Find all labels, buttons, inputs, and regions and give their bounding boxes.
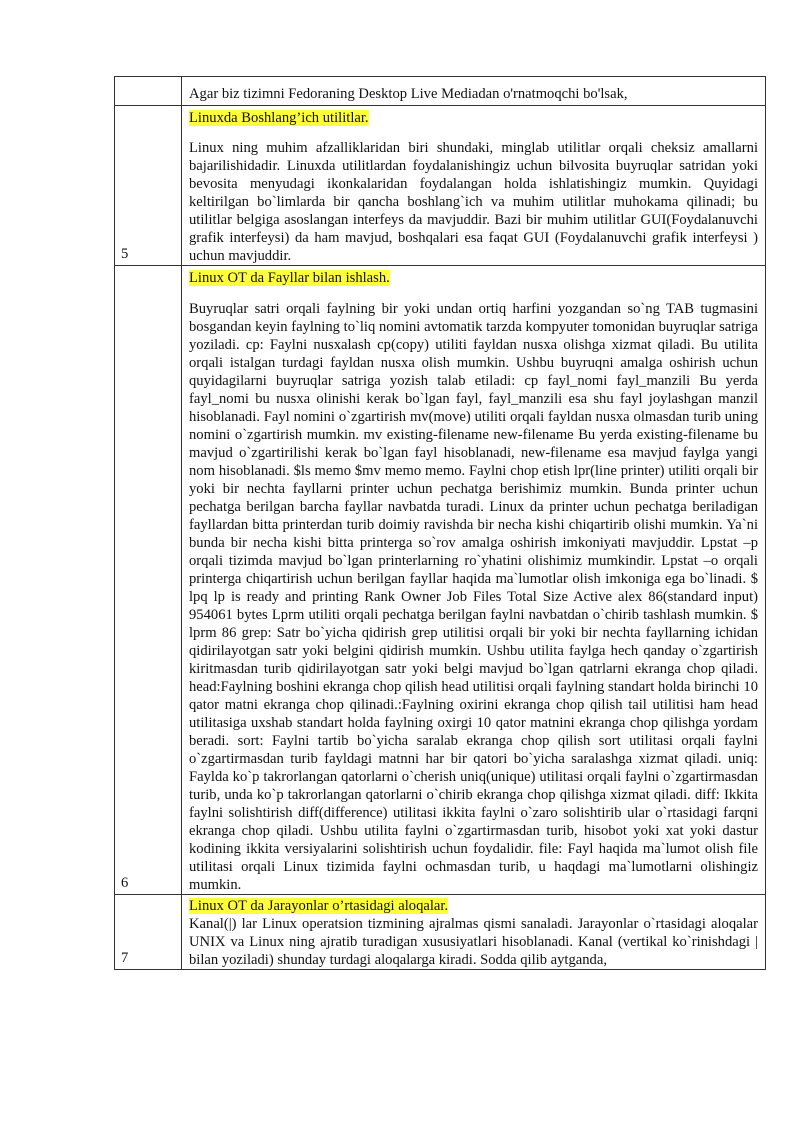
row-content-cell xyxy=(182,77,766,106)
row-number: 5 xyxy=(121,246,129,262)
section-text: Buyruqlar satri orqali faylning bir yoki undan ortiq harfini yozgandan so`ng TAB tugmasini bosgandan keyin faylning to`liq nomini avtomatik tarzda kompyuter tomonidan buyruqlar satriga yoziladi. cp: Faylni nusxalash cp(copy) utiliti fayldan nusxa olishga xizmat qiladi. Bu utilita orqali istalgan turdagi fayldan nusxa olish mumkin. Ushbu buyruqni amalga oshirish uchun quyidagilarni buyruqlar satriga yozish talab etiladi: cp fayl_nomi fayl_manzili Bu yerda fayl_nomi bu nusxa olinishi kerak bo`lgan fayl, fayl_manzili esa shu fayl joylashgan manzil hisoblanadi. Fayl nomini o`zgartirish mv(move) utiliti orqali fayldan nusxa olmasdan turib uning nomini o`zgartirish mumkin. mv existing-filename new-filename Bu yerda existing-filename bu mavjud o`zgartirilishi kerak bo`lgan fayl hisoblanadi, new-filename esa mavjud faylga yangi nom hisoblanadi. $ls memo $mv memo memo. Faylni chop etish lpr(line printer) utiliti orqali bir yoki bir nechta fayllarni printer uchun pechatga berishimiz mumkin. Bunda printer uchun pechatga berilgan barcha fayllar navbatda turadi. Linux da printer uchun pechatga beriladigan fayllardan bitta printerdan turib doimiy ravishda bir necha kishi chiqartirib olishi mumkin. Ya`ni bunda bir necha kishi bitta printerga so`rov amalga oshirish imkoniyati mavjuddir. Lpstat –p orqali tizimda mavjud bo`lgan printerlarning ro`yhatini olishimiz mumkindir. Lpstat –o orqali printerga chiqartirish uchun berilgan fayllar haqida ma`lumotlar olish imkoniga ega bo`linadi. $ lpq lp is ready and printing Rank Owner Job Files Total Size Active alex 86(standard input) 954061 bytes Lprm utiliti orqali pechatga berilgan faylni navbatdan o`chirib tashlash mumkin. $ lprm 86 grep: Satr bo`yicha qidirish grep utilitisi orqali bir yoki bir nechta fayllarning ichidan qidirilayotgan satr yoki belgini qidirish mumkin. Ushbu utilita faylga hech qanday o`zgartirish kiritmasdan turib qidirilayotgan satr yoki belgi mavjud bo`lgan qatrlarni ekranga chop qiladi. head:Faylning boshini ekranga chop qilish head utilitisi orqali faylning standart holda birinchi 10 qator matni ekranga chop qilinadi.:Faylning oxirini ekranga chop qilish tail utilitisi ham head utilitasiga uxshab standart holda faylning oxirgi 10 qator matnini ekranga chop qilishga yordam beradi. sort: Faylni tartib bo`yicha saralab ekranga chop qilish sort utilitasi orqali faylni o`zgartirmasdan turib fayldagi matnni har bir qatori bo`yicha saralashga xizmat qiladi. uniq: Faylda ko`p takrorlangan qatorlarni o`cherish uniq(unique) utilitasi orqali faylni o`zgartirmasdan turib, unda ko`p takrorlangan qatorlarni o`chirib ekranga chop qilishga xizmat qiladi. diff: Ikkita faylni solishtirish diff(difference) utilitasi ikkita faylni o`zaro solishtirib ular o`rtasidagi farqni ekranga chop qiladi. Ushbu utilita faylni o`zgartirmasdan turib, hisobot yoki xat yoki dastur kodining ikkita versiyalarini solishtirish uchun foydalidir. file: Fayl haqida ma`lumot olish file utilitasi orqali Linux tizimida faylni ochmasdan turib, u haqdagi ma`lumotlarni olishingiz mumkin. xyxy=(189,301,758,893)
table-row xyxy=(115,77,766,106)
table-row xyxy=(115,895,766,970)
row-number-cell xyxy=(115,895,182,970)
row-number-cell xyxy=(115,266,182,895)
row-number: 7 xyxy=(121,950,129,966)
table-row xyxy=(115,106,766,266)
row-text: Agar biz tizimni Fedoraning Desktop Live Mediadan o'rnatmoqchi bo'lsak, xyxy=(189,86,628,102)
table-row xyxy=(115,266,766,895)
section-text: Linux ning muhim afzalliklaridan biri shundaki, minglab utilitlar orqali cheksiz amallarni bajarilishidadir. Linuxda utilitlardan foydalanishingiz uchun bilvosita buyruqlar satridan yoki bevosita menyudagi ikonkalaridan foydalangan holda ishlatishingiz mumkin. Quyidagi keltirilgan bo`limlarda bir qancha boshlang`ich va muhim utilitlar muhokama qilinadi; bu utilitlar belgiga asoslangan interfeys da mavjuddir. Bazi bir muhim utilitlar GUI(Foydalanuvchi grafik interfeysi) da ham mavjud, boshqalari esa faqat GUI (Foydalanuvchi grafik interfeysi ) uchun mavjuddir. xyxy=(189,140,758,264)
row-content-cell xyxy=(182,895,766,970)
document-table xyxy=(114,76,766,970)
section-heading: Linux OT da Fayllar bilan ishlash. xyxy=(189,270,390,286)
row-number: 6 xyxy=(121,875,129,891)
section-text: Kanal(|) lar Linux operatsion tizmining ajralmas qismi sanaladi. Jarayonlar o`rtasidagi aloqalar UNIX va Linux ning ajratib turadigan xususiyatlari hisoblanadi. Kanal (vertikal ko`rinishdagi | bilan yoziladi) shunday turdagi aloqalarga kiradi. Sodda qilib aytganda, xyxy=(189,916,758,968)
row-number-cell xyxy=(115,77,182,106)
row-content-cell xyxy=(182,266,766,895)
section-heading: Linux OT da Jarayonlar o’rtasidagi aloqalar. xyxy=(189,898,449,914)
row-number-cell xyxy=(115,106,182,266)
section-heading: Linuxda Boshlang’ich utilitlar. xyxy=(189,110,369,126)
row-content-cell xyxy=(182,106,766,266)
